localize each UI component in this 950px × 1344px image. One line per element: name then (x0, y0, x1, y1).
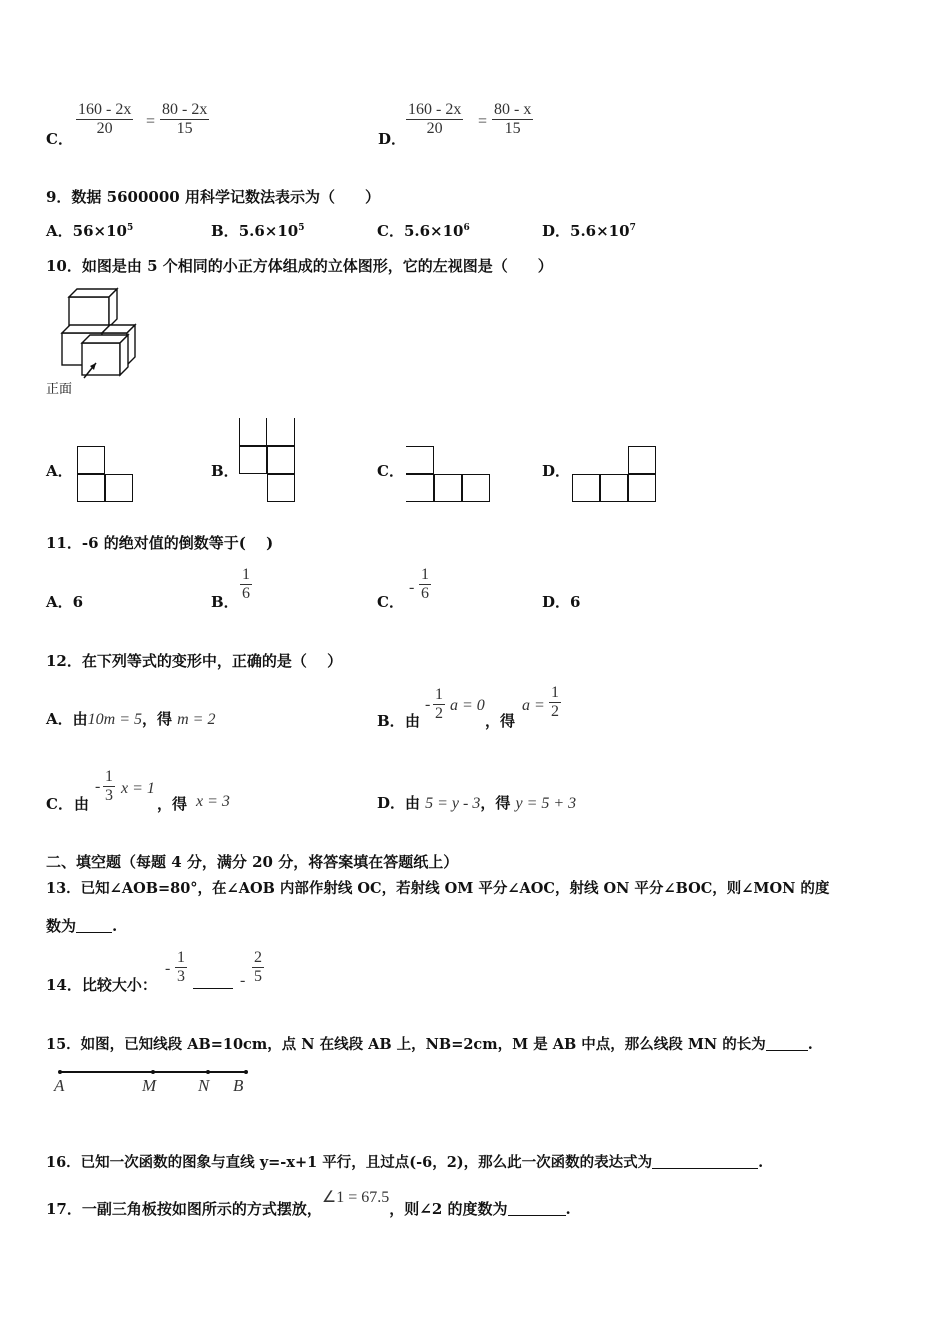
view-cell (434, 474, 462, 502)
cube-face (82, 343, 120, 375)
q12-option-d: D．由 5 = y - 3，得 y = 5 + 3 (377, 794, 577, 812)
option-label: A． (46, 462, 73, 480)
view-cell (406, 474, 434, 502)
label-b: B (233, 1076, 244, 1094)
view-cell (572, 474, 600, 502)
option-label: B． (211, 593, 239, 611)
option-label: C． (377, 593, 404, 611)
view-cell (406, 446, 434, 474)
fraction: $\frac{80 - 2x}{15}$ (162, 101, 208, 137)
fraction: $\frac{160 - 2x}{20}$ (408, 101, 462, 137)
point-b (244, 1070, 248, 1074)
view-cell (628, 446, 656, 474)
q9-option-a: A．$56\times 10^5$ (46, 222, 134, 240)
fraction: $\frac{1}{6}$ (242, 566, 250, 602)
fraction: $\frac{1}{6}$ (421, 566, 429, 602)
view-cell (267, 446, 295, 474)
fraction: $\frac{80 - x}{15}$ (494, 101, 532, 137)
q9-stem: 9．数据 5600000 用科学记数法表示为（ ） (46, 188, 380, 206)
q12-stem: 12．在下列等式的变形中，正确的是（ ） (46, 652, 343, 670)
fraction: $\frac{160 - 2x}{20}$ (78, 101, 132, 137)
answer-blank[interactable] (508, 1201, 566, 1216)
q9-option-c: C．$5.6\times 10^6$ (377, 222, 470, 240)
point-a (58, 1070, 62, 1074)
q9-option-b: B．$5.6\times 10^5$ (211, 222, 305, 240)
answer-blank[interactable] (766, 1036, 808, 1051)
option-label: B． (211, 462, 239, 480)
label-a: A (54, 1076, 65, 1094)
option-label: D． (542, 462, 571, 480)
q16-stem: 16．已知一次函数的图象与直线 y=-x+1 平行，且过点(-6，2)，那么此一次函数的表达式为 . (46, 1154, 764, 1171)
point-n (206, 1070, 210, 1074)
fraction: $\frac{2}{5}$ (254, 949, 262, 985)
view-cell (77, 446, 105, 474)
answer-blank[interactable] (76, 918, 112, 933)
view-cell (462, 474, 490, 502)
view-cell (239, 418, 267, 446)
option-label: C． (377, 462, 404, 480)
cube-figure (44, 285, 144, 380)
front-label: 正面 (46, 382, 73, 397)
fraction: $\frac{1}{2}$ (551, 684, 559, 720)
point-m (151, 1070, 155, 1074)
view-cell (628, 474, 656, 502)
fraction: $\frac{1}{3}$ (105, 768, 113, 804)
q11-stem: 11．-6 的绝对值的倒数等于( ) (46, 534, 274, 552)
q13-line1: 13．已知∠AOB=80°，在∠AOB 内部作射线 OC，若射线 OM 平分∠AOC，射线 ON 平分∠BOC，则∠MON 的度 (46, 880, 830, 897)
q17-stem: 17．一副三角板按如图所示的方式摆放，∠1 = 67.5，则∠2 的度数为 . (46, 1189, 571, 1218)
fraction: $\frac{1}{2}$ (435, 686, 443, 722)
option-label: C． (46, 795, 73, 813)
view-cell (267, 418, 295, 446)
section-title: 二、填空题（每题 4 分，满分 20 分，将答案填在答题纸上） (46, 853, 459, 871)
q14-prefix: 14．比较大小： (46, 976, 157, 994)
q11-option-a: A．6 (46, 593, 84, 611)
q15-stem: 15．如图，已知线段 AB=10cm，点 N 在线段 AB 上，NB=2cm，M 是 AB 中点，那么线段 MN 的长为 . (46, 1036, 813, 1053)
view-cell (77, 474, 105, 502)
cube-face (69, 297, 109, 327)
view-cell (239, 446, 267, 474)
answer-blank[interactable] (193, 974, 233, 989)
q11-option-d: D．6 (542, 593, 581, 611)
option-label: B． (377, 712, 405, 730)
view-cell (267, 474, 295, 502)
fraction: $\frac{1}{3}$ (177, 949, 185, 985)
answer-blank[interactable] (652, 1154, 758, 1169)
view-cell (600, 474, 628, 502)
option-label: D． (378, 130, 407, 148)
option-label: C． (46, 130, 73, 148)
cube-face (120, 335, 128, 375)
q10-stem: 10．如图是由 5 个相同的小正方体组成的立体图形，它的左视图是（ ） (46, 257, 553, 275)
segment-figure (52, 1064, 252, 1094)
q9-option-d: D．$5.6\times 10^7$ (542, 222, 636, 240)
label-m: M (142, 1076, 157, 1094)
label-n: N (198, 1076, 210, 1094)
q13-line2: 数为 . (46, 917, 118, 935)
q12-option-a: A．由10m = 5，得 m = 2 (46, 710, 216, 728)
view-cell (105, 474, 133, 502)
